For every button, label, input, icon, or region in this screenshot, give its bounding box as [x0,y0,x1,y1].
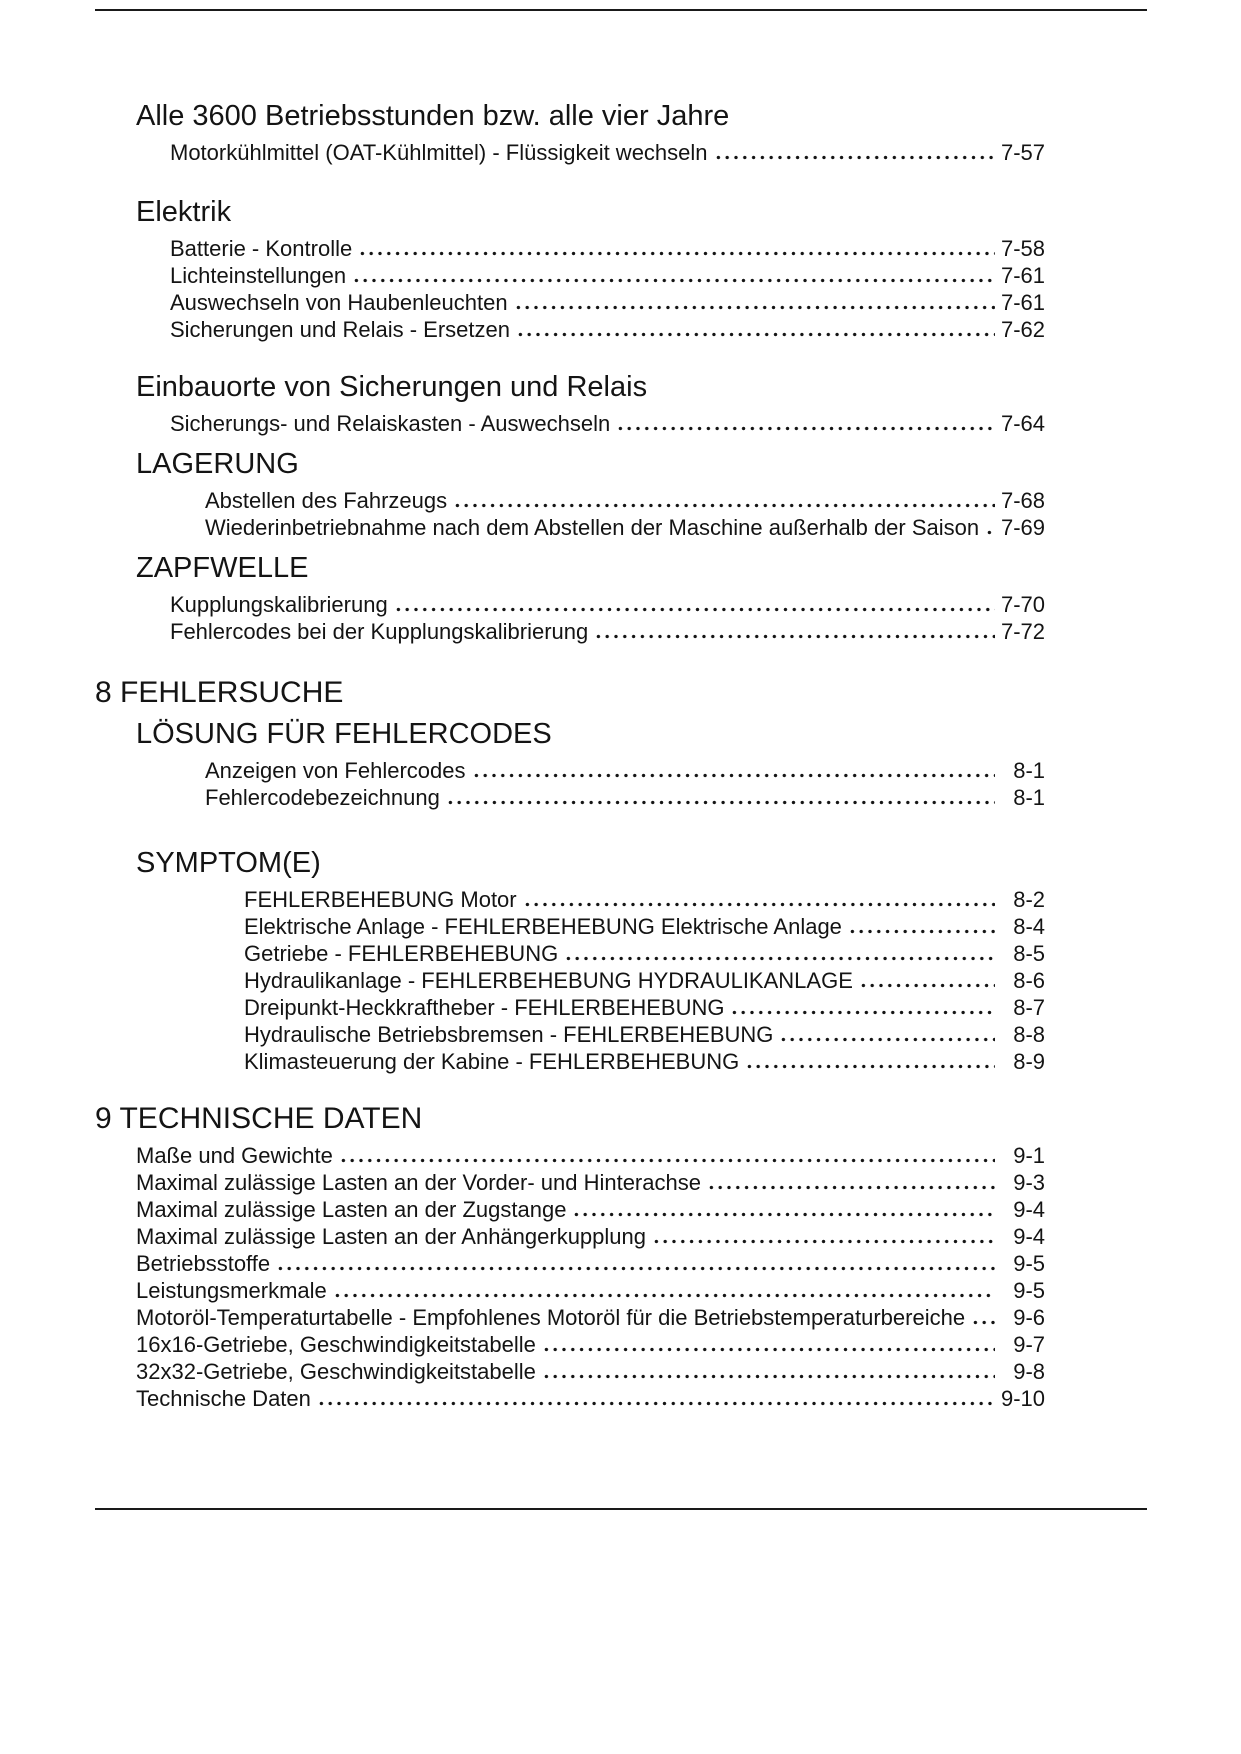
toc-entry [95,1169,1045,1196]
toc-entry [95,1358,1045,1385]
dot-leader [779,1037,995,1042]
dot-leader [572,1212,995,1217]
toc-entry-title: 16x16-Getriebe, Geschwindigkeitstabelle [136,1332,536,1357]
toc-entry [95,1048,1045,1075]
toc-entry [95,1196,1045,1223]
toc-entry [95,410,1045,437]
toc-entry-page: 8-1 [1013,785,1045,810]
toc-entry [95,913,1045,940]
dot-leader [859,983,995,988]
toc-entry [95,591,1045,618]
dot-leader [594,634,995,639]
toc-entry-title: Klimasteuerung der Kabine - FEHLERBEHEBUNG [244,1049,740,1074]
toc-entry-title: Fehlercodebezeichnung [205,785,440,810]
dot-leader [339,1158,995,1163]
toc-entry-page: 9-5 [1013,1278,1045,1303]
toc-entry-page: 7-70 [1000,592,1045,617]
toc-entry-page: 8-5 [1013,941,1045,966]
toc-section-fehlersuche [95,675,1045,711]
toc-entry-title: Maximal zulässige Lasten an der Zugstange [136,1197,567,1222]
toc-section-zapfwelle [95,550,1045,645]
toc-entry-title: FEHLERBEHEBUNG Motor [244,887,517,912]
toc-entry-page: 7-64 [1000,411,1045,436]
toc-entry-title: Maße und Gewichte [136,1143,333,1168]
dot-leader [616,426,995,431]
toc-entry [95,886,1045,913]
toc-entry [95,940,1045,967]
toc-heading-alle-3600-betriebsstunden: Alle 3600 Betriebsstunden bzw. alle vier Jahre [136,100,730,132]
toc-entry-page: 8-7 [1013,995,1045,1020]
toc-entry-page: 9-7 [1013,1332,1045,1357]
toc-entry [95,1331,1045,1358]
toc-entry-page: 7-61 [1000,290,1045,315]
toc-entry-title: Abstellen des Fahrzeugs [205,488,448,513]
dot-leader [446,800,995,805]
dot-leader [971,1320,995,1325]
toc-entry-page: 7-62 [1000,317,1045,342]
toc-entry [95,967,1045,994]
toc-entry-page: 9-4 [1013,1224,1045,1249]
dot-leader [542,1347,995,1352]
toc-entry-title: 32x32-Getriebe, Geschwindigkeitstabelle [136,1359,536,1384]
toc-entry-title: Batterie - Kontrolle [170,236,353,261]
toc-entry [95,1277,1045,1304]
toc-section-symptome [95,845,1045,1075]
toc-entry-page: 8-6 [1013,968,1045,993]
toc-heading-zapfwelle: ZAPFWELLE [136,552,309,584]
toc-entry-title: Sicherungen und Relais - Ersetzen [170,317,510,342]
toc-entry-page: 8-4 [1013,914,1045,939]
toc-entry [95,316,1045,343]
bottom-rule [95,1508,1147,1510]
dot-leader [523,902,995,907]
toc-entry-title: Kupplungskalibrierung [170,592,388,617]
dot-leader [453,503,995,508]
toc-entry [95,514,1045,541]
dot-leader [848,929,995,934]
toc-entry [95,618,1045,645]
dot-leader [730,1010,995,1015]
dot-leader [514,305,995,310]
toc-entry-page: 8-9 [1013,1049,1045,1074]
toc-heading-elektrik: Elektrik [136,196,232,228]
toc-entry-title: Motoröl-Temperaturtabelle - Empfohlenes Motoröl für die Betriebstemperaturbereiche [136,1305,966,1330]
toc-entry-title: Fehlercodes bei der Kupplungskalibrierung [170,619,589,644]
dot-leader [745,1064,995,1069]
toc-entry-title: Technische Daten [136,1386,311,1411]
toc-entry [95,139,1045,166]
toc-section-technische-daten [95,1101,1045,1412]
toc-entry-page: 7-57 [1000,140,1045,165]
toc-entry-title: Dreipunkt-Heckkraftheber - FEHLERBEHEBUNG [244,995,725,1020]
toc-entry [95,1223,1045,1250]
toc-entry-page: 9-1 [1013,1143,1045,1168]
toc-entry [95,994,1045,1021]
toc-heading-fehlersuche: 8 FEHLERSUCHE [95,676,344,709]
toc-entry [95,1304,1045,1331]
toc-entry [95,1385,1045,1412]
toc-entry-title: Betriebsstoffe [136,1251,271,1276]
toc-entry-page: 7-68 [1000,488,1045,513]
toc-entry-page: 9-8 [1013,1359,1045,1384]
toc-heading-lagerung: LAGERUNG [136,448,299,480]
toc-entry-page: 7-72 [1000,619,1045,644]
toc-section-loesung-fuer-fehlercodes [95,716,1045,811]
dot-leader [317,1401,995,1406]
toc-entry-title: Elektrische Anlage - FEHLERBEHEBUNG Elektrische Anlage [244,914,842,939]
toc-entry-page: 7-61 [1000,263,1045,288]
dot-leader [564,956,995,961]
toc-heading-loesung-fuer-fehlercodes: LÖSUNG FÜR FEHLERCODES [136,718,552,750]
toc-entry-page: 8-8 [1013,1022,1045,1047]
toc-entry-title: Auswechseln von Haubenleuchten [170,290,508,315]
toc-entry [95,262,1045,289]
toc-entry-title: Getriebe - FEHLERBEHEBUNG [244,941,559,966]
toc-entry-page: 8-1 [1013,758,1045,783]
dot-leader [542,1374,995,1379]
dot-leader [358,251,995,256]
toc-entry-title: Motorkühlmittel (OAT-Kühlmittel) - Flüssigkeit wechseln [170,140,708,165]
dot-leader [333,1293,995,1298]
toc [95,98,1045,1412]
toc-entry-title: Sicherungs- und Relaiskasten - Auswechseln [170,411,611,436]
toc-entry [95,1250,1045,1277]
toc-entry [95,1021,1045,1048]
toc-section-einbauorte-von-sicherungen-und-relais [95,369,1045,437]
toc-entry [95,487,1045,514]
toc-entry [95,289,1045,316]
dot-leader [276,1266,995,1271]
toc-entry-page: 9-10 [1000,1386,1045,1411]
dot-leader [472,773,996,778]
toc-entry-page: 7-58 [1000,236,1045,261]
toc-entry-page: 9-3 [1013,1170,1045,1195]
toc-section-alle-3600-betriebsstunden [95,98,1045,166]
dot-leader [394,607,995,612]
toc-entry-title: Hydraulische Betriebsbremsen - FEHLERBEHEBUNG [244,1022,774,1047]
toc-entry-page: 9-5 [1013,1251,1045,1276]
toc-entry-title: Anzeigen von Fehlercodes [205,758,466,783]
dot-leader [707,1185,995,1190]
dot-leader [352,278,995,283]
toc-entry-page: 8-2 [1013,887,1045,912]
toc-entry-title: Maximal zulässige Lasten an der Anhängerkupplung [136,1224,646,1249]
toc-entry [95,1142,1045,1169]
dot-leader [652,1239,995,1244]
toc-section-elektrik [95,194,1045,343]
toc-heading-symptome: SYMPTOM(E) [136,847,321,879]
toc-entry [95,784,1045,811]
toc-heading-einbauorte-von-sicherungen-und-relais: Einbauorte von Sicherungen und Relais [136,371,648,403]
toc-entry-page: 9-4 [1013,1197,1045,1222]
dot-leader [714,155,995,160]
dot-leader [516,332,995,337]
dot-leader [985,530,995,535]
toc-entry-title: Hydraulikanlage - FEHLERBEHEBUNG HYDRAULIKANLAGE [244,968,853,993]
toc-entry-page: 7-69 [1000,515,1045,540]
top-rule [95,9,1147,11]
toc-section-lagerung [95,446,1045,541]
toc-entry-title: Leistungsmerkmale [136,1278,327,1303]
toc-entry [95,757,1045,784]
toc-entry-title: Maximal zulässige Lasten an der Vorder- und Hinterachse [136,1170,701,1195]
toc-heading-technische-daten: 9 TECHNISCHE DATEN [95,1102,423,1135]
toc-entry [95,235,1045,262]
toc-entry-page: 9-6 [1013,1305,1045,1330]
toc-entry-title: Wiederinbetriebnahme nach dem Abstellen der Maschine außerhalb der Saison [205,515,980,540]
toc-entry-title: Lichteinstellungen [170,263,347,288]
